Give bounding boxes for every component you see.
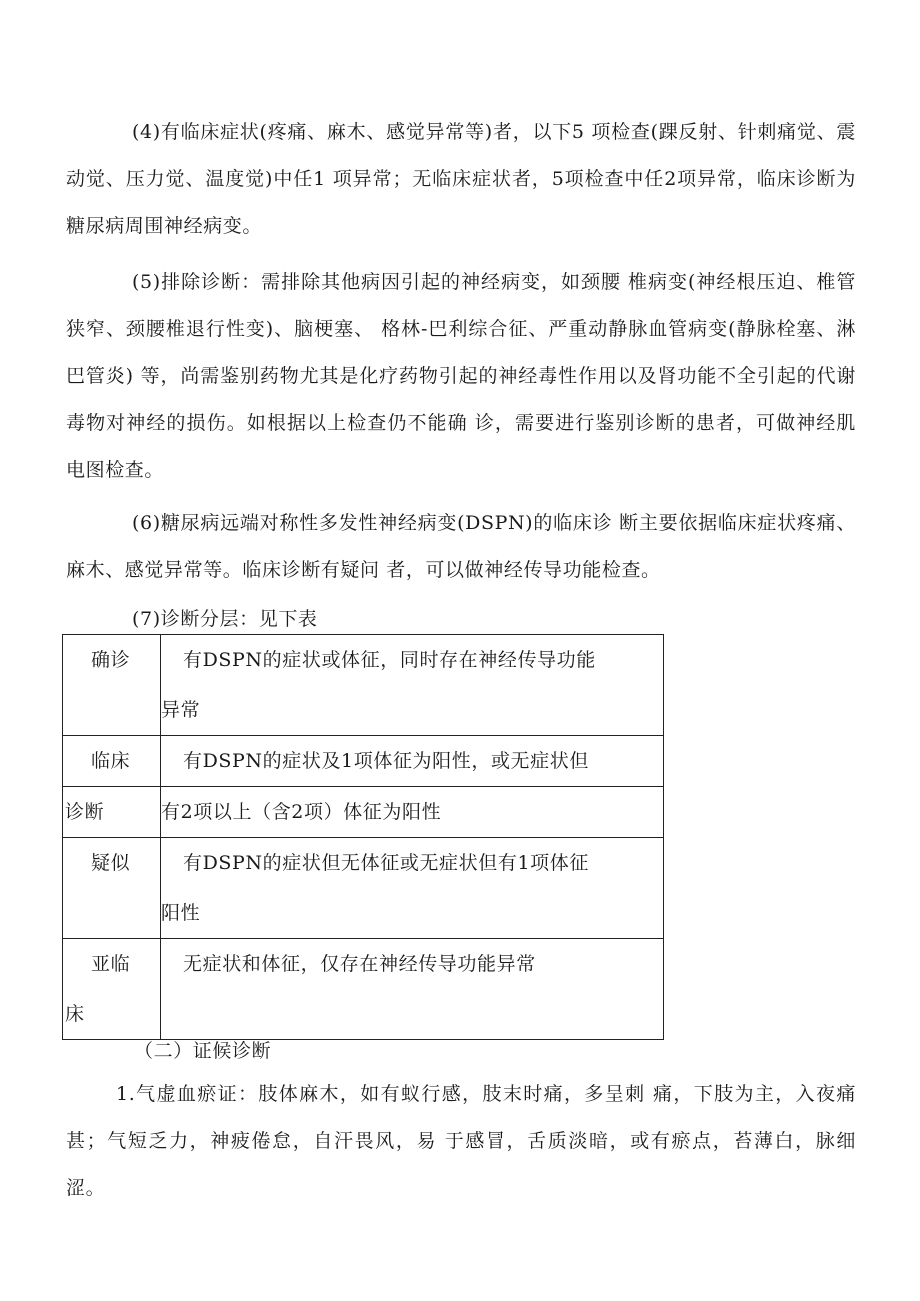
tier-label-cell [63,736,161,838]
tier-desc: 有DSPN的症状但无体征或无症状但有1项体征 [183,852,589,874]
tier-label: 疑似 [91,852,131,874]
tier-desc-cont: 有2项以上（含2项）体征为阳性 [161,801,442,823]
tier-desc-cell [161,736,664,838]
tier-label: 亚临 [91,953,131,975]
tier-label-cell [63,838,161,939]
tier-label-cont [63,685,160,735]
tier-desc-cont: 异常 [161,699,201,721]
diagnosis-tier-table [62,634,664,1040]
tier-label-cell [63,635,161,736]
tier-desc: 有DSPN的症状及1项体征为阳性，或无症状但 [161,736,663,787]
paragraph-4-text: (4)有临床症状(疼痛、麻木、感觉异常等)者，以下5 项检查(踝反射、针刺痛觉、震动觉、压力觉、温度觉)中任1 项异常；无临床症状者，5项检查中任2项异常，临床诊断为 糖尿病周围神经病变。 [66,121,856,237]
table-row [63,736,664,838]
tier-desc-cont: 阳性 [161,902,201,924]
table-row [63,838,664,939]
tier-desc: 无症状和体征，仅存在神经传导功能异常 [183,953,536,975]
tier-desc-cont [161,989,663,1039]
paragraph-5-text: (5)排除诊断：需排除其他病因引起的神经病变，如颈腰 椎病变(神经根压迫、椎管狭窄、颈腰椎退行性变)、脑梗塞、 格林-巴利综合征、严重动静脉血管病变(静脉栓塞、淋巴管炎) 等，尚需鉴别药物尤其是化疗药物引起的神经毒性作用以及肾功能不全引起的代谢毒物对神经的损伤。如根据以上检查仍不能确 诊，需要进行鉴别诊断的患者，可做神经肌电图检查。 [66,271,856,481]
paragraph-7: (7)诊断分层：见下表 [132,608,318,630]
table-row [63,939,664,1040]
paragraph-6-text: (6)糖尿病远端对称性多发性神经病变(DSPN)的临床诊 断主要依据临床症状疼痛、麻木、感觉异常等。临床诊断有疑问 者，可以做神经传导功能检查。 [66,512,856,581]
paragraph-6 [66,500,856,594]
tier-label: 临床 [63,736,160,787]
tier-desc-cell [161,635,664,736]
tier-desc-cell [161,939,664,1040]
tier-desc-cell [161,838,664,939]
tier-desc: 有DSPN的症状或体征，同时存在神经传导功能 [183,649,596,671]
paragraph-qi-deficiency-text: 1.气虚血瘀证：肢体麻木，如有蚁行感，肢末时痛，多呈刺 痛，下肢为主，入夜痛甚；气短乏力，神疲倦怠，自汗畏风，易 于感冒，舌质淡暗，或有瘀点，苔薄白，脉细涩。 [66,1083,856,1199]
section-heading-syndrome-diagnosis: （二）证候诊断 [134,1040,272,1062]
tier-label: 确诊 [91,649,131,671]
tier-label-cell [63,939,161,1040]
paragraph-5 [66,259,856,494]
tier-label-cont: 床 [65,1003,85,1025]
tier-label-cont: 诊断 [65,801,105,823]
table-row [63,635,664,736]
tier-label-cont [63,888,160,938]
paragraph-4 [66,109,856,250]
paragraph-qi-deficiency [66,1071,856,1212]
